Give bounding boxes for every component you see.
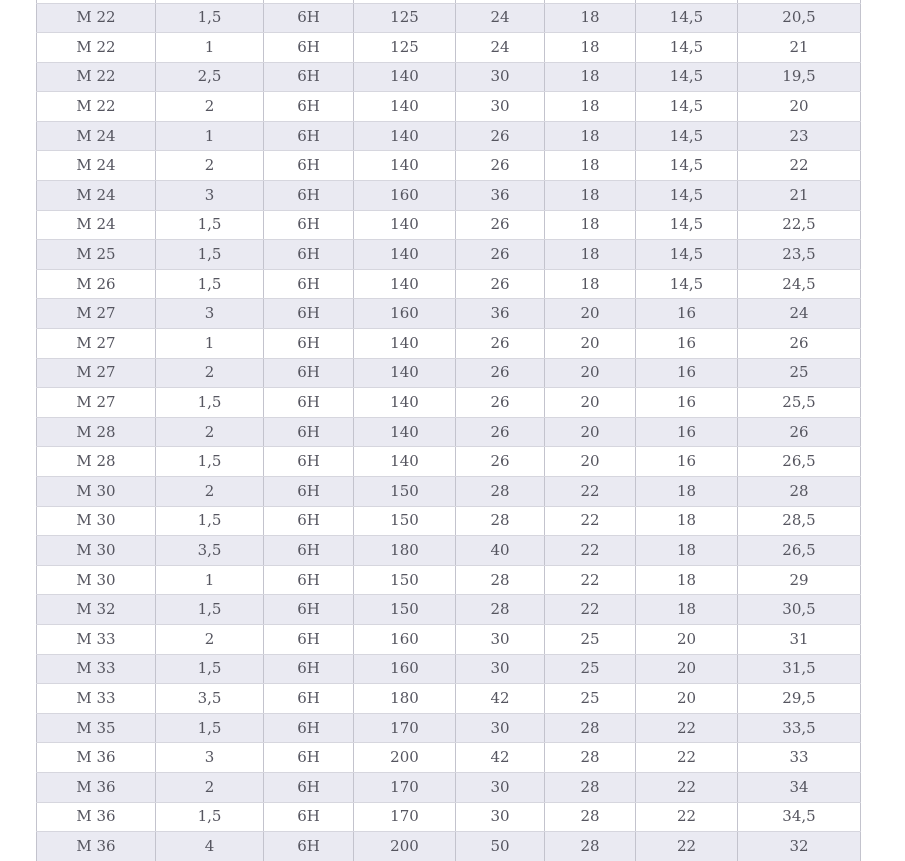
table-cell: 26,5 <box>738 447 861 477</box>
table-cell: 26 <box>456 210 545 240</box>
table-cell: 26 <box>456 121 545 151</box>
table-row <box>37 506 861 536</box>
table-cell: 1,5 <box>156 3 264 33</box>
table-row <box>37 210 861 240</box>
table-cell: 18 <box>545 210 636 240</box>
table-cell: 1 <box>156 565 264 595</box>
table-cell: 2,5 <box>156 62 264 92</box>
table-cell: 25 <box>545 624 636 654</box>
table-cell: 140 <box>354 358 456 388</box>
table-cell: 14,5 <box>636 269 738 299</box>
table-cell: 28 <box>456 506 545 536</box>
table-cell: 6H <box>264 210 354 240</box>
table-cell: 18 <box>545 151 636 181</box>
table-cell: 30 <box>456 713 545 743</box>
table-cell: M 22 <box>37 3 156 33</box>
table-cell: M 28 <box>37 417 156 447</box>
table-row <box>37 269 861 299</box>
table-cell: 33 <box>738 743 861 773</box>
table-cell: 6H <box>264 772 354 802</box>
table-cell: 20 <box>636 684 738 714</box>
table-cell: 36 <box>456 181 545 211</box>
table-cell: 22 <box>636 832 738 861</box>
table-cell: 14,5 <box>636 240 738 270</box>
table-cell: 170 <box>354 772 456 802</box>
table-cell: 140 <box>354 269 456 299</box>
table-cell: 28 <box>545 802 636 832</box>
table-row <box>37 684 861 714</box>
table-cell: 19,5 <box>738 62 861 92</box>
table-cell: 160 <box>354 299 456 329</box>
table-cell: M 32 <box>37 595 156 625</box>
table-cell: M 27 <box>37 358 156 388</box>
table-cell: 6H <box>264 33 354 63</box>
table-cell: M 24 <box>37 151 156 181</box>
table-row <box>37 654 861 684</box>
table-cell: M 24 <box>37 210 156 240</box>
table-cell: 6H <box>264 151 354 181</box>
table-cell: 22 <box>545 536 636 566</box>
table-cell: M 24 <box>37 181 156 211</box>
table-cell: 1,5 <box>156 713 264 743</box>
table-cell: 20 <box>545 299 636 329</box>
table-row <box>37 62 861 92</box>
table-cell: 18 <box>545 33 636 63</box>
table-cell: M 36 <box>37 832 156 861</box>
table-cell: 30 <box>456 62 545 92</box>
table-cell: 18 <box>636 595 738 625</box>
table-cell: M 30 <box>37 565 156 595</box>
table-cell: 28 <box>545 772 636 802</box>
table-cell: 28 <box>738 477 861 507</box>
table-cell: M 33 <box>37 684 156 714</box>
table-cell: 30,5 <box>738 595 861 625</box>
table-cell: 6H <box>264 832 354 861</box>
table-cell: 25,5 <box>738 388 861 418</box>
table-cell: 170 <box>354 713 456 743</box>
table-row <box>37 713 861 743</box>
table-cell: 16 <box>636 358 738 388</box>
table-cell: 6H <box>264 684 354 714</box>
table-cell: 1,5 <box>156 210 264 240</box>
table-container <box>36 0 862 861</box>
table-cell: M 36 <box>37 802 156 832</box>
table-row <box>37 121 861 151</box>
table-cell: 25 <box>545 654 636 684</box>
table-cell: 23 <box>738 121 861 151</box>
table-cell: 6H <box>264 565 354 595</box>
table-cell: 50 <box>456 832 545 861</box>
table-cell: 28 <box>545 832 636 861</box>
table-cell: 20 <box>738 92 861 122</box>
table-cell: 140 <box>354 151 456 181</box>
table-cell: 24 <box>738 299 861 329</box>
table-row <box>37 151 861 181</box>
table-cell: M 28 <box>37 447 156 477</box>
table-cell: 30 <box>456 624 545 654</box>
table-cell: 3,5 <box>156 684 264 714</box>
table-cell: 6H <box>264 388 354 418</box>
table-cell: 26 <box>456 329 545 359</box>
table-cell: 28 <box>545 713 636 743</box>
table-cell: 28 <box>456 477 545 507</box>
table-cell: 26 <box>456 417 545 447</box>
table-cell: 6H <box>264 121 354 151</box>
table-row <box>37 565 861 595</box>
table-cell: 3,5 <box>156 536 264 566</box>
table-cell: 23,5 <box>738 240 861 270</box>
table-cell: M 35 <box>37 713 156 743</box>
table-cell: 14,5 <box>636 92 738 122</box>
table-cell: 25 <box>738 358 861 388</box>
table-cell: 29 <box>738 565 861 595</box>
table-cell: 6H <box>264 713 354 743</box>
table-cell: 140 <box>354 447 456 477</box>
table-cell: M 30 <box>37 536 156 566</box>
table-cell: 34 <box>738 772 861 802</box>
table-cell: 36 <box>456 299 545 329</box>
table-row <box>37 181 861 211</box>
table-cell: 28 <box>456 565 545 595</box>
table-cell: 1,5 <box>156 802 264 832</box>
table-cell: 6H <box>264 654 354 684</box>
table-cell: 18 <box>636 506 738 536</box>
table-cell: 1,5 <box>156 447 264 477</box>
table-cell: 20 <box>545 329 636 359</box>
table-cell: 42 <box>456 743 545 773</box>
table-cell: 34,5 <box>738 802 861 832</box>
table-cell: 14,5 <box>636 210 738 240</box>
table-cell: 6H <box>264 240 354 270</box>
table-row <box>37 417 861 447</box>
table-cell: 14,5 <box>636 181 738 211</box>
table-cell: 140 <box>354 240 456 270</box>
table-cell: M 22 <box>37 33 156 63</box>
table-cell: M 22 <box>37 62 156 92</box>
table-row <box>37 388 861 418</box>
table-cell: M 25 <box>37 240 156 270</box>
table-cell: 160 <box>354 181 456 211</box>
table-cell: 140 <box>354 329 456 359</box>
table-cell: 26 <box>456 151 545 181</box>
table-row <box>37 536 861 566</box>
table-cell: 31 <box>738 624 861 654</box>
table-cell: 125 <box>354 33 456 63</box>
table-cell: 31,5 <box>738 654 861 684</box>
table-row <box>37 772 861 802</box>
table-cell: 6H <box>264 506 354 536</box>
table-cell: 140 <box>354 388 456 418</box>
table-cell: 18 <box>545 92 636 122</box>
table-cell: M 30 <box>37 477 156 507</box>
table-cell: 20 <box>545 388 636 418</box>
table-cell: 26 <box>456 269 545 299</box>
table-cell: 2 <box>156 772 264 802</box>
table-cell: 24 <box>456 33 545 63</box>
table-cell: 29,5 <box>738 684 861 714</box>
table-cell: 4 <box>156 832 264 861</box>
table-cell: 32 <box>738 832 861 861</box>
table-row <box>37 33 861 63</box>
table-cell: M 27 <box>37 388 156 418</box>
table-cell: 150 <box>354 477 456 507</box>
table-cell: 6H <box>264 447 354 477</box>
table-cell: 3 <box>156 743 264 773</box>
table-cell: 150 <box>354 595 456 625</box>
table-cell: M 26 <box>37 269 156 299</box>
table-cell: 2 <box>156 151 264 181</box>
table-cell: 140 <box>354 417 456 447</box>
table-row <box>37 3 861 33</box>
table-row <box>37 240 861 270</box>
table-cell: 6H <box>264 358 354 388</box>
table-cell: 26 <box>456 240 545 270</box>
table-row <box>37 329 861 359</box>
table-cell: 22 <box>545 595 636 625</box>
table-cell: 20 <box>636 654 738 684</box>
table-cell: 16 <box>636 447 738 477</box>
table-cell: 6H <box>264 417 354 447</box>
table-cell: 6H <box>264 743 354 773</box>
table-cell: 30 <box>456 654 545 684</box>
table-cell: 30 <box>456 92 545 122</box>
table-cell: 28 <box>456 595 545 625</box>
table-cell: 18 <box>545 181 636 211</box>
table-cell: 20 <box>545 447 636 477</box>
table-cell: 160 <box>354 624 456 654</box>
table-row <box>37 358 861 388</box>
table-cell: 30 <box>456 772 545 802</box>
table-row <box>37 624 861 654</box>
table-cell: 26 <box>456 447 545 477</box>
table-cell: 3 <box>156 181 264 211</box>
table-cell: 22,5 <box>738 210 861 240</box>
table-cell: 18 <box>545 240 636 270</box>
table-cell: 22 <box>636 802 738 832</box>
table-cell: 1 <box>156 329 264 359</box>
table-cell: 14,5 <box>636 62 738 92</box>
table-cell: 140 <box>354 92 456 122</box>
table-cell: M 22 <box>37 92 156 122</box>
table-cell: 140 <box>354 210 456 240</box>
table-cell: M 33 <box>37 654 156 684</box>
table-cell: 16 <box>636 299 738 329</box>
table-cell: 2 <box>156 624 264 654</box>
table-cell: 14,5 <box>636 33 738 63</box>
table-cell: 150 <box>354 565 456 595</box>
table-cell: 1,5 <box>156 654 264 684</box>
table-cell: M 24 <box>37 121 156 151</box>
table-cell: 6H <box>264 329 354 359</box>
table-cell: M 30 <box>37 506 156 536</box>
table-cell: 22 <box>636 713 738 743</box>
table-cell: 200 <box>354 743 456 773</box>
table-cell: 22 <box>636 772 738 802</box>
table-cell: 14,5 <box>636 3 738 33</box>
table-cell: 25 <box>545 684 636 714</box>
table-cell: 28,5 <box>738 506 861 536</box>
table-cell: 2 <box>156 477 264 507</box>
table-cell: 24,5 <box>738 269 861 299</box>
table-cell: 180 <box>354 684 456 714</box>
table-cell: 16 <box>636 388 738 418</box>
table-cell: 14,5 <box>636 121 738 151</box>
table-cell: 1,5 <box>156 595 264 625</box>
table-cell: 6H <box>264 536 354 566</box>
table-cell: 22 <box>738 151 861 181</box>
table-cell: 21 <box>738 33 861 63</box>
table-cell: 6H <box>264 595 354 625</box>
table-row <box>37 832 861 861</box>
table-cell: 18 <box>636 536 738 566</box>
table-cell: 180 <box>354 536 456 566</box>
table-cell: M 33 <box>37 624 156 654</box>
table-cell: 18 <box>545 3 636 33</box>
table-cell: 1,5 <box>156 506 264 536</box>
table-cell: 2 <box>156 417 264 447</box>
table-cell: 20,5 <box>738 3 861 33</box>
table-cell: 6H <box>264 624 354 654</box>
table-cell: M 27 <box>37 299 156 329</box>
table-cell: 26 <box>456 388 545 418</box>
table-cell: 1,5 <box>156 240 264 270</box>
table-cell: M 36 <box>37 772 156 802</box>
table-cell: 150 <box>354 506 456 536</box>
table-cell: 6H <box>264 92 354 122</box>
table-cell: 3 <box>156 299 264 329</box>
table-cell: 26 <box>738 417 861 447</box>
table-cell: M 27 <box>37 329 156 359</box>
table-cell: 170 <box>354 802 456 832</box>
table-cell: 30 <box>456 802 545 832</box>
table-row <box>37 447 861 477</box>
table-cell: 26 <box>456 358 545 388</box>
table-cell: 6H <box>264 181 354 211</box>
table-cell: 6H <box>264 299 354 329</box>
table-cell: 6H <box>264 269 354 299</box>
table-cell: 21 <box>738 181 861 211</box>
table-cell: 24 <box>456 3 545 33</box>
table-cell: 125 <box>354 3 456 33</box>
table-cell: 26,5 <box>738 536 861 566</box>
table-cell: 2 <box>156 92 264 122</box>
table-cell: 40 <box>456 536 545 566</box>
table-cell: 26 <box>738 329 861 359</box>
table-cell: 42 <box>456 684 545 714</box>
table-cell: 6H <box>264 3 354 33</box>
table-cell: 6H <box>264 62 354 92</box>
table-cell: 20 <box>545 358 636 388</box>
table-cell: 6H <box>264 802 354 832</box>
table-cell: 20 <box>545 417 636 447</box>
table-cell: 22 <box>545 506 636 536</box>
table-cell: 140 <box>354 62 456 92</box>
table-cell: 18 <box>636 477 738 507</box>
table-cell: 1,5 <box>156 269 264 299</box>
thread-dimension-table <box>36 0 861 861</box>
table-cell: 2 <box>156 358 264 388</box>
table-cell: 18 <box>545 62 636 92</box>
table-cell: 16 <box>636 417 738 447</box>
table-cell: 16 <box>636 329 738 359</box>
table-cell: 1 <box>156 33 264 63</box>
table-cell: 160 <box>354 654 456 684</box>
table-cell: 22 <box>636 743 738 773</box>
table-cell: 1,5 <box>156 388 264 418</box>
table-row <box>37 299 861 329</box>
table-cell: 22 <box>545 565 636 595</box>
table-cell: 28 <box>545 743 636 773</box>
table-cell: 22 <box>545 477 636 507</box>
table-cell: 6H <box>264 477 354 507</box>
table-row <box>37 743 861 773</box>
table-cell: 1 <box>156 121 264 151</box>
table-row <box>37 477 861 507</box>
table-row <box>37 802 861 832</box>
table-row <box>37 595 861 625</box>
table-cell: 140 <box>354 121 456 151</box>
table-row <box>37 92 861 122</box>
table-cell: 18 <box>636 565 738 595</box>
table-cell: M 36 <box>37 743 156 773</box>
table-cell: 20 <box>636 624 738 654</box>
table-cell: 14,5 <box>636 151 738 181</box>
table-cell: 33,5 <box>738 713 861 743</box>
table-cell: 18 <box>545 269 636 299</box>
table-cell: 200 <box>354 832 456 861</box>
table-cell: 18 <box>545 121 636 151</box>
